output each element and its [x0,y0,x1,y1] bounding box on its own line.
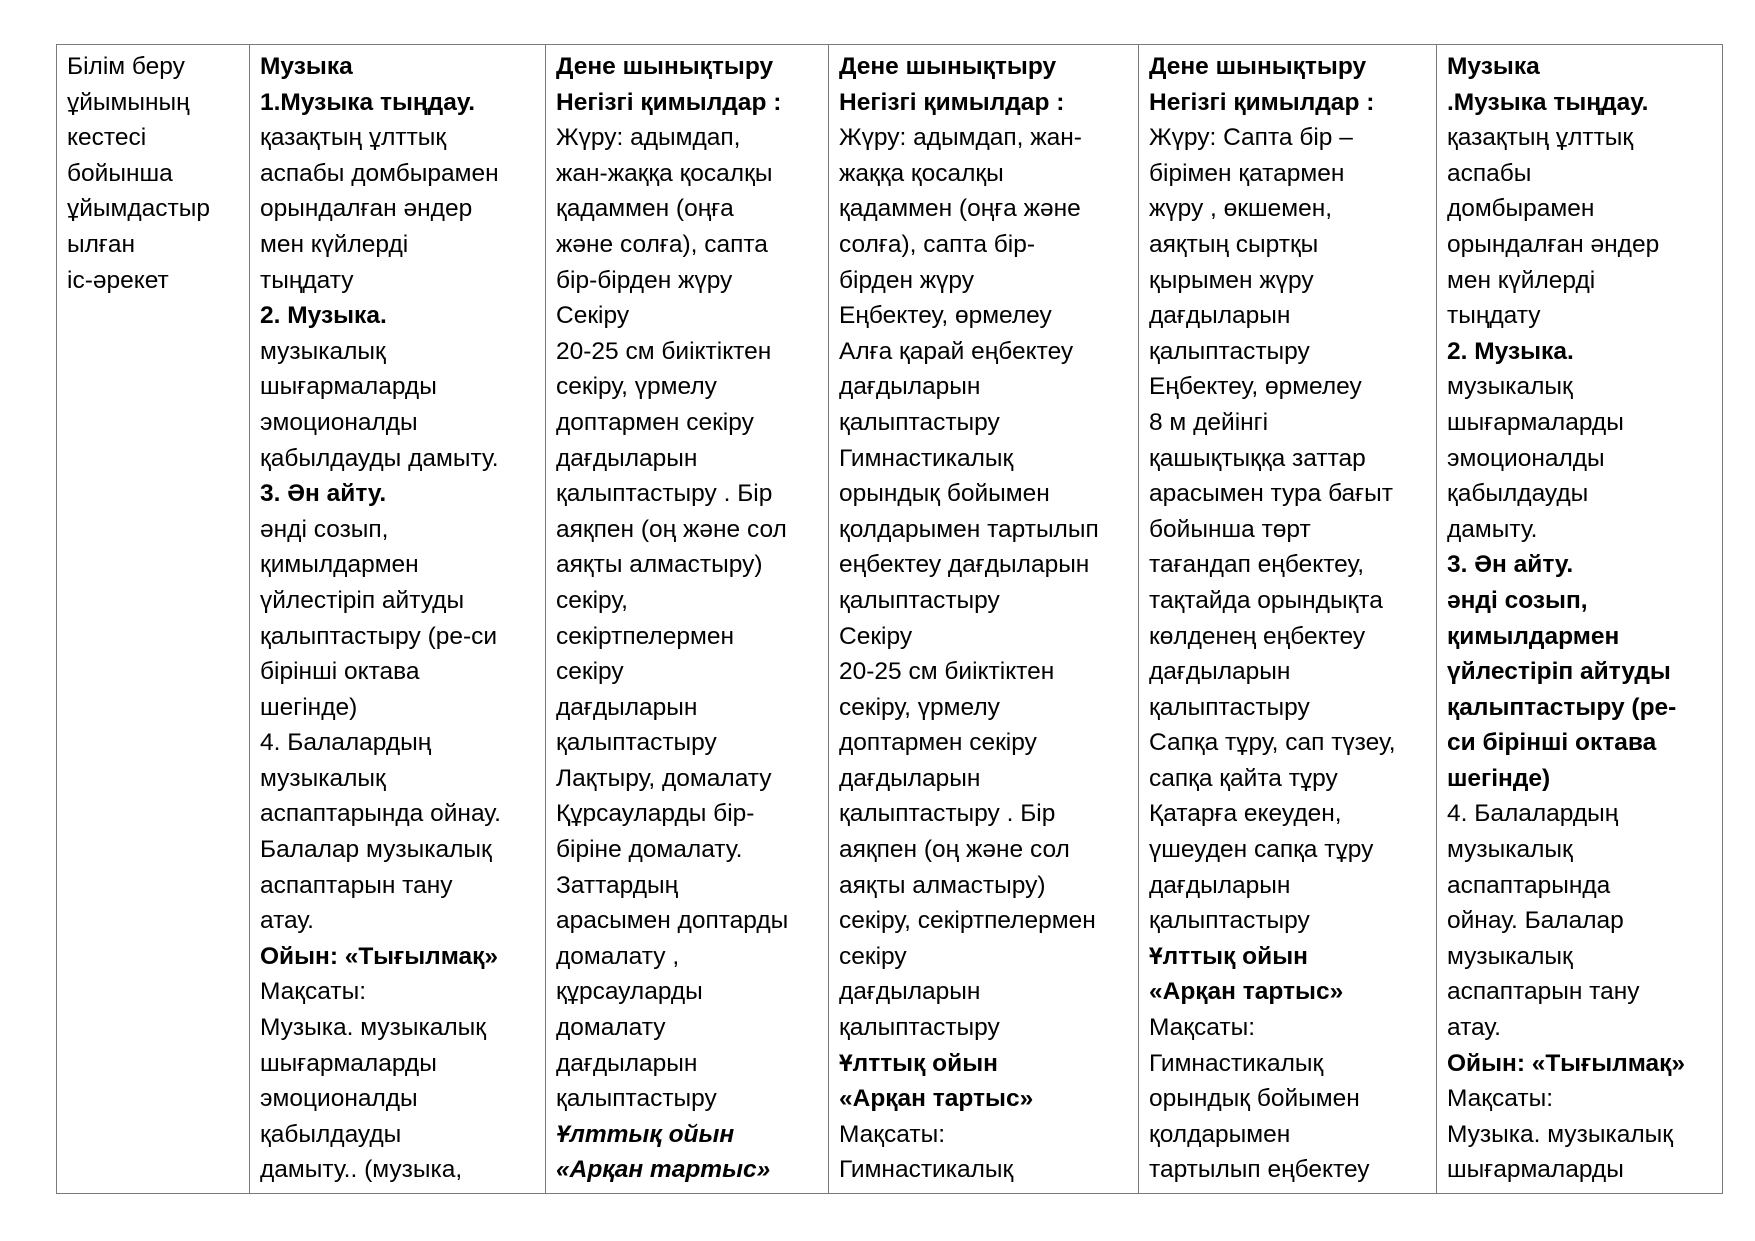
cell-text-line: көлденең еңбектеу [1149,622,1366,650]
cell-text-line: Еңбектеу, өрмелеу [839,302,1052,330]
cell-text-line: дағдыларын [1149,658,1291,686]
cell-text-line: әнді созып, [1447,586,1588,614]
cell-text-line: Дене шынықтыру [839,53,1057,80]
cell-text-line: Мақсаты: [1149,1014,1256,1042]
cell-text-line: қабылдауды [260,1120,402,1148]
cell-text-line: 2. Музыка. [1447,337,1574,365]
cell-text-line: аяқты алмастыру) [839,871,1046,899]
cell-text-line: Алға қарай еңбектеу [839,337,1074,365]
cell-music-1 [250,45,546,1194]
cell-text-line: аяқпен (оң және сол [839,836,1070,864]
cell-text-line: Гимнастикалық [1149,1049,1324,1077]
cell-text-line: қабылдауды [1447,480,1589,508]
cell-text-line: қырымен жүру [1149,266,1314,294]
cell-text-line: еңбектеу дағдыларын [839,551,1090,579]
cell-text-line: Негізгі қимылдар : [1149,88,1375,116]
cell-text-line: 3. Ән айту. [260,480,387,508]
cell-music-2 [1437,45,1723,1194]
cell-text-line: эмоционалды [260,1085,418,1113]
cell-text-line: арасымен доптарды [556,907,789,935]
cell-text-line: домалату [556,1014,666,1042]
cell-text-line: дағдыларын [839,978,981,1006]
cell-text-line: атау. [1447,1014,1501,1042]
cell-text-line: си бірінші октава [1447,729,1657,757]
cell-text-line: қадаммен (оңға және [839,195,1081,223]
cell-text-line: Ұлттық ойын [556,1120,735,1148]
cell-text-line: секіру, үрмелу [556,373,717,401]
cell-text-line: Гимнастикалық [839,444,1014,472]
cell-text-line: тақтайда орындықта [1149,586,1383,614]
cell-text-line: Дене шынықтыру [1149,53,1367,80]
cell-text-line: Негізгі қимылдар : [839,88,1065,116]
cell-text-line: 4. Балалардың [1447,800,1619,828]
cell-pe-2 [829,45,1139,1194]
cell-text-line: арасымен тура бағыт [1149,480,1393,508]
cell-text-line: орындалған әндер [1447,230,1660,258]
cell-text-line: аспабы домбырамен [260,159,499,187]
cell-text-line: қалыптастыру [1149,337,1310,365]
cell-text-line: қалыптастыру [1149,693,1310,721]
cell-text-line: домбырамен [1447,195,1595,223]
cell-text-line: ойнау. Балалар [1447,907,1624,935]
cell-text-line: аспаптарында [1447,871,1611,899]
table-row [57,45,1723,1194]
cell-text-line: Білім беру [67,53,185,80]
cell-text-line: доптармен секіру [839,729,1037,757]
cell-text-line: қабылдауды дамыту. [260,444,499,472]
cell-text-line: Жүру: адымдап, [556,124,741,152]
cell-text-line: секіру [556,658,624,686]
cell-text-line: қадаммен (оңға [556,195,734,223]
cell-text-line: Қатарға екеуден, [1149,800,1342,828]
cell-text-line: Негізгі қимылдар : [556,88,782,116]
cell-text-line: дамыту.. (музыка, [260,1156,463,1184]
cell-text-line: 20-25 см биіктіктен [839,658,1055,686]
cell-text-line: аспаптарын тану [1447,978,1640,1006]
cell-text-line: тыңдату [1447,302,1541,330]
cell-text-line: ылған [67,230,135,258]
cell-text-line: тартылып еңбектеу [1149,1156,1370,1184]
cell-text-line: үйлестіріп айтуды [1447,658,1671,686]
cell-text-line: 8 м дейінгі [1149,408,1269,436]
cell-text-line: «Арқан тартыс» [556,1156,771,1184]
cell-text-line: қалыптастыру [556,729,717,757]
cell-text-line: үшеуден сапқа тұру [1149,836,1374,864]
cell-text-line: жан-жаққа қосалқы [556,159,773,187]
cell-text-line: орындалған әндер [260,195,473,223]
cell-text-line: шегінде) [1447,764,1551,792]
cell-text-line: Мақсаты: [1447,1085,1554,1113]
cell-text-line: әнді созып, [260,515,389,543]
cell-text-line: қалыптастыру [839,408,1000,436]
cell-text-line: музыкалық [1447,942,1573,970]
cell-text-line: қалыптастыру . Бір [839,800,1056,828]
cell-text-line: шығармаларды [1447,408,1624,436]
cell-text-line: Мақсаты: [839,1120,946,1148]
cell-text-line: қимылдармен [1447,622,1620,650]
cell-text-line: қалыптастыру [839,1014,1000,1042]
cell-text-line: секіртпелермен [556,622,734,650]
cell-text-line: Ұлттық ойын [839,1049,998,1077]
cell-text-line: Дене шынықтыру [556,53,774,80]
cell-pe-3 [1139,45,1437,1194]
cell-text-line: 4. Балалардың [260,729,432,757]
cell-text-line: музыкалық [1447,373,1573,401]
cell-text-line: доптармен секіру [556,408,754,436]
cell-text-line: Гимнастикалық [839,1156,1014,1184]
cell-text-line: қалыптастыру [1149,907,1310,935]
cell-text-line: дағдыларын [1149,871,1291,899]
cell-text-line: дағдыларын [556,1049,698,1077]
cell-text-line: музыкалық [1447,836,1573,864]
cell-text-line: қалыптастыру [839,586,1000,614]
cell-text-line: солға), сапта бір- [839,230,1036,258]
cell-text-line: Музыка [1447,53,1540,80]
cell-text-line: аспабы [1447,159,1532,187]
cell-text-line: музыкалық [260,337,386,365]
cell-text-line: Сапқа тұру, сап түзеу, [1149,729,1396,757]
cell-text-line: қолдарымен [1149,1120,1291,1148]
cell-text-line: қазақтың ұлттық [1447,124,1634,152]
cell-text-line: бірден жүру [839,266,975,294]
cell-text-line: Ойын: «Тығылмақ» [1447,1049,1686,1077]
cell-text-line: Музыка. музыкалық [260,1014,486,1042]
cell-text-line: Жүру: Сапта бір – [1149,124,1353,152]
cell-text-line: атау. [260,907,314,935]
cell-text-line: жаққа қосалқы [839,159,1004,187]
cell-text-line: бірімен қатармен [1149,159,1345,187]
cell-text-line: жүру , өкшемен, [1149,195,1333,223]
cell-text-line: Секіру [556,302,630,330]
cell-text-line: аяқты алмастыру) [556,551,763,579]
cell-text-line: мен күйлерді [260,230,409,258]
cell-text-line: секіру, [556,586,628,614]
cell-text-line: эмоционалды [260,408,418,436]
cell-text-line: эмоционалды [1447,444,1605,472]
schedule-table [56,44,1723,1194]
cell-text-line: 20-25 см биіктіктен [556,337,772,365]
cell-text-line: Секіру [839,622,913,650]
cell-text-line: дағдыларын [556,444,698,472]
cell-text-line: қимылдармен [260,551,419,579]
cell-text-line: мен күйлерді [1447,266,1596,294]
cell-text-line: Жүру: адымдап, жан- [839,124,1082,152]
cell-text-line: тағандап еңбектеу, [1149,551,1365,579]
cell-text-line: .Музыка тыңдау. [1447,88,1649,116]
cell-text-line: секіру, секіртпелермен [839,907,1096,935]
cell-text-line: орындық бойымен [1149,1085,1360,1113]
cell-text-line: шегінде) [260,693,358,721]
cell-text-line: орындық бойымен [839,480,1050,508]
cell-text-line: шығармаларды [260,1049,437,1077]
cell-text-line: «Арқан тартыс» [1149,978,1344,1006]
cell-text-line: Еңбектеу, өрмелеу [1149,373,1362,401]
cell-text-line: қалыптастыру . Бір [556,480,773,508]
cell-text-line: Балалар музыкалық [260,836,492,864]
cell-text-line: бойынша [67,159,173,187]
cell-text-line: құрсауларды [556,978,703,1006]
cell-text-line: секіру, үрмелу [839,693,1000,721]
cell-text-line: 3. Ән айту. [1447,551,1574,579]
cell-text-line: біріне домалату. [556,836,743,864]
cell-text-line: дағдыларын [556,693,698,721]
cell-text-line: «Арқан тартыс» [839,1085,1034,1113]
cell-text-line: домалату , [556,942,680,970]
cell-text-line: бірінші октава [260,658,420,686]
cell-text-line: аяқтың сыртқы [1149,230,1319,258]
cell-text-line: қазақтың ұлттық [260,124,447,152]
cell-text-line: Заттардың [556,871,679,899]
cell-text-line: секіру [839,942,907,970]
cell-text-line: шығармаларды [1447,1156,1624,1184]
cell-text-line: музыкалық [260,764,386,792]
cell-text-line: аспаптарында ойнау. [260,800,501,828]
cell-text-line: Құрсауларды бір- [556,800,755,828]
cell-text-line: Музыка. музыкалық [1447,1120,1673,1148]
cell-text-line: қолдарымен тартылып [839,515,1099,543]
cell-text-line: іс-әрекет [67,266,169,294]
cell-text-line: дамыту. [1447,515,1538,543]
cell-text-line: қалыптастыру (ре- [1447,693,1677,721]
cell-text-line: шығармаларды [260,373,437,401]
cell-text-line: ұйымының [67,88,190,116]
cell-text-line: қашықтыққа заттар [1149,444,1366,472]
cell-text-line: қалыптастыру [556,1085,717,1113]
cell-activity-header [57,45,250,1194]
cell-text-line: тыңдату [260,266,354,294]
cell-text-line: үйлестіріп айтуды [260,586,465,614]
cell-text-line: дағдыларын [839,764,981,792]
cell-text-line: дағдыларын [839,373,981,401]
cell-text-line: Ұлттық ойын [1149,942,1308,970]
cell-text-line: Ойын: «Тығылмақ» [260,942,499,970]
cell-text-line: аспаптарын тану [260,871,453,899]
cell-text-line: бойынша төрт [1149,515,1311,543]
cell-text-line: 2. Музыка. [260,302,387,330]
cell-text-line: 1.Музыка тыңдау. [260,88,476,116]
cell-text-line: ұйымдастыр [67,195,211,223]
cell-text-line: кестесі [67,124,147,152]
cell-text-line: бір-бірден жүру [556,266,733,294]
cell-text-line: сапқа қайта тұру [1149,764,1338,792]
cell-text-line: дағдыларын [1149,302,1291,330]
cell-pe-1 [546,45,829,1194]
cell-text-line: Лақтыру, домалату [556,764,772,792]
cell-text-line: аяқпен (оң және сол [556,515,787,543]
cell-text-line: Мақсаты: [260,978,367,1006]
cell-text-line: қалыптастыру (ре-си [260,622,498,650]
cell-text-line: және солға), сапта [556,230,768,258]
cell-text-line: Музыка [260,53,353,80]
